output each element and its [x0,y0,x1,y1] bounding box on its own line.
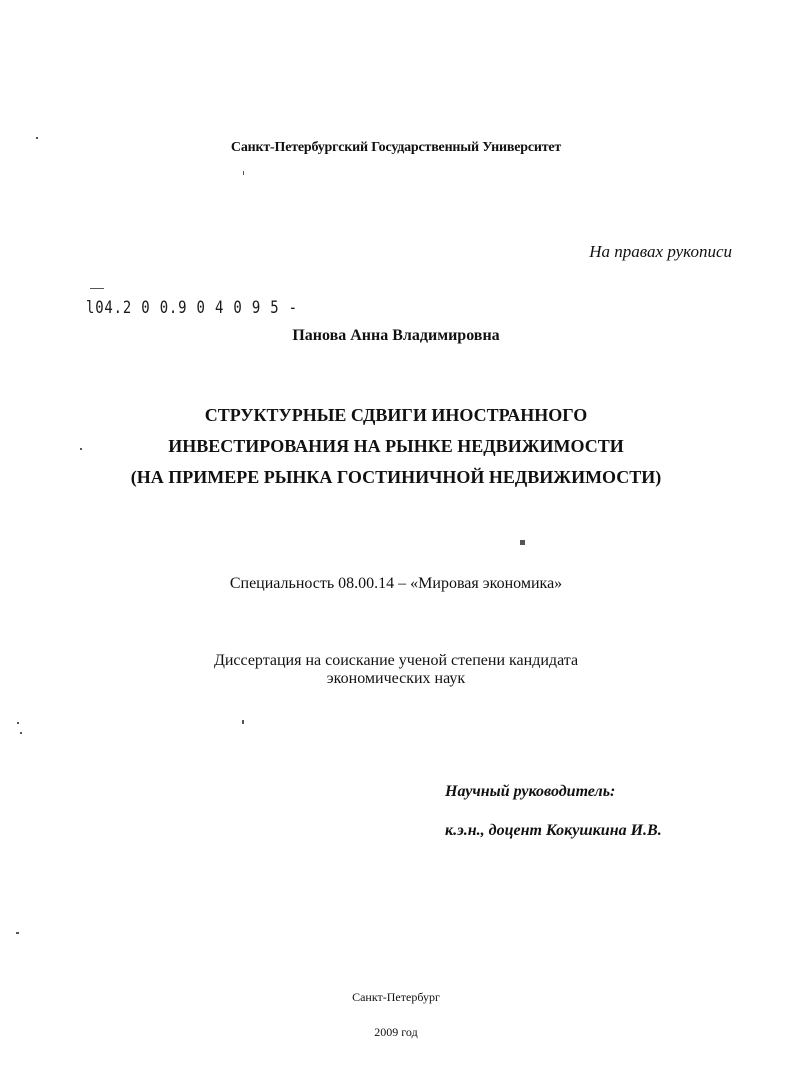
degree-statement [0,652,792,688]
supervisor-name: к.э.н., доцент Кокушкина И.В. [445,822,662,839]
scan-speck [17,722,19,724]
university-name: Санкт-Петербургский Государственный Университет [230,140,562,155]
scan-speck [80,448,82,450]
scan-speck [243,171,244,175]
degree-line-1: Диссертация на соискание ученой степени кандидата [213,652,579,669]
scan-speck [16,932,19,934]
scan-speck [242,720,244,724]
scan-speck [20,732,22,734]
manuscript-note: На правах рукописи [589,242,732,261]
specialty: Специальность 08.00.14 – «Мировая экономика» [229,575,563,592]
degree-line-2: экономических наук [326,670,466,687]
scan-speck [36,137,38,139]
scan-speck [90,288,104,289]
title-line-1: СТРУКТУРНЫЕ СДВИГИ ИНОСТРАННОГО [204,405,588,425]
year: 2009 год [374,1025,418,1039]
author-name: Панова Анна Владимировна [292,327,500,344]
title-line-3: (НА ПРИМЕРЕ РЫНКА ГОСТИНИЧНОЙ НЕДВИЖИМОСТИ) [130,467,662,487]
archive-stamp: l04.2 0 0.9 0 4 0 9 5 - [86,298,298,318]
dissertation-title [0,400,792,493]
supervisor-label: Научный руководитель: [445,783,616,800]
title-line-2: ИНВЕСТИРОВАНИЯ НА РЫНКЕ НЕДВИЖИМОСТИ [168,436,624,456]
city: Санкт-Петербург [352,990,440,1004]
scan-speck [520,540,525,545]
